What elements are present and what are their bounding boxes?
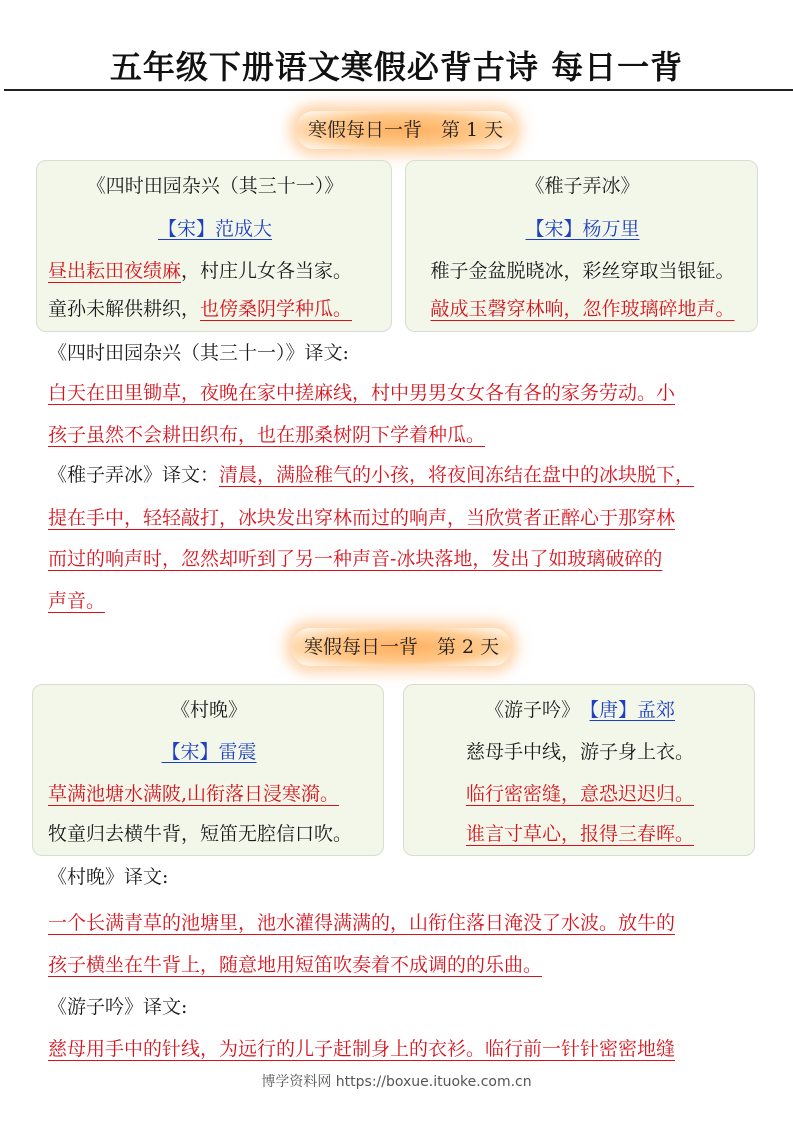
poem-card-cunwan: [32, 684, 384, 856]
poem-card-sishi: [36, 160, 392, 332]
poem-line: 稚子金盆脱晓冰，彩丝穿取当银钲。: [430, 260, 735, 282]
poem-card-zhizi: [405, 160, 758, 332]
translation-label: 《四时田园杂兴（其三十一）》译文:: [48, 342, 349, 364]
translation-text: 提在手中，轻轻敲打，冰块发出穿林而过的响声，当欣赏者正醉心于那穿林: [48, 507, 676, 529]
poem-author: 【宋】雷震: [161, 741, 257, 763]
translation-text: 一个长满青草的池塘里，池水灌得满满的，山衔住落日淹没了水波。放牛的: [48, 912, 676, 934]
poem-line: 慈母手中线，游子身上衣。: [465, 741, 694, 763]
day-2-heading: 寒假每日一背 第 2 天: [292, 628, 511, 666]
poem-title: 《四时田园杂兴（其三十一）》: [86, 175, 344, 197]
translation-label: 《游子吟》译文:: [48, 996, 188, 1018]
poem-author: 【宋】杨万里: [525, 218, 640, 240]
day-1-heading: 寒假每日一背 第 1 天: [296, 111, 515, 149]
poem-line: 草满池塘水满陂,山衔落日浸寒漪。: [48, 783, 340, 805]
poem-line: 童孙未解供耕织，也傍桑阴学种瓜。: [48, 298, 353, 320]
poem-line: 敲成玉磬穿林响，忽作玻璃碎地声。: [430, 298, 735, 320]
poem-line: 谁言寸草心，报得三春晖。: [465, 823, 694, 845]
translation-text: 白天在田里锄草，夜晚在家中搓麻线，村中男男女女各有各的家务劳动。小: [48, 382, 676, 404]
poem-author: 【宋】范成大: [157, 218, 272, 240]
poem-card-youziyin: [403, 684, 755, 856]
poem-line: 昼出耘田夜绩麻，村庄儿女各当家。: [48, 260, 353, 282]
title-divider: [4, 89, 793, 91]
translation-text: 孩子虽然不会耕田织布，也在那桑树阴下学着种瓜。: [48, 424, 486, 446]
poem-title: 《稚子弄冰》: [525, 175, 640, 197]
translation-label: 《村晚》译文:: [48, 866, 169, 888]
translation-text: 《稚子弄冰》译文：清晨，满脸稚气的小孩，将夜间冻结在盘中的冰块脱下，: [48, 464, 695, 486]
poem-title-row: 《游子吟》 【唐】孟郊: [484, 699, 676, 721]
translation-text: 慈母用手中的针线，为远行的儿子赶制身上的衣衫。临行前一针针密密地缝: [48, 1038, 676, 1060]
footer-watermark: 博学资料网 https://boxue.ituoke.com.cn: [261, 1074, 532, 1090]
poem-line: 牧童归去横牛背，短笛无腔信口吹。: [48, 823, 353, 845]
poem-title: 《村晚》: [170, 699, 247, 721]
poem-line: 临行密密缝，意恐迟迟归。: [465, 783, 694, 805]
translation-text: 孩子横坐在牛背上，随意地用短笛吹奏着不成调的的乐曲。: [48, 954, 543, 976]
translation-text: 声音。: [48, 590, 106, 612]
page-title: 五年级下册语文寒假必背古诗 每日一背: [109, 48, 684, 86]
translation-text: 而过的响声时，忽然却听到了另一种声音-冰块落地，发出了如玻璃破碎的: [48, 548, 663, 570]
